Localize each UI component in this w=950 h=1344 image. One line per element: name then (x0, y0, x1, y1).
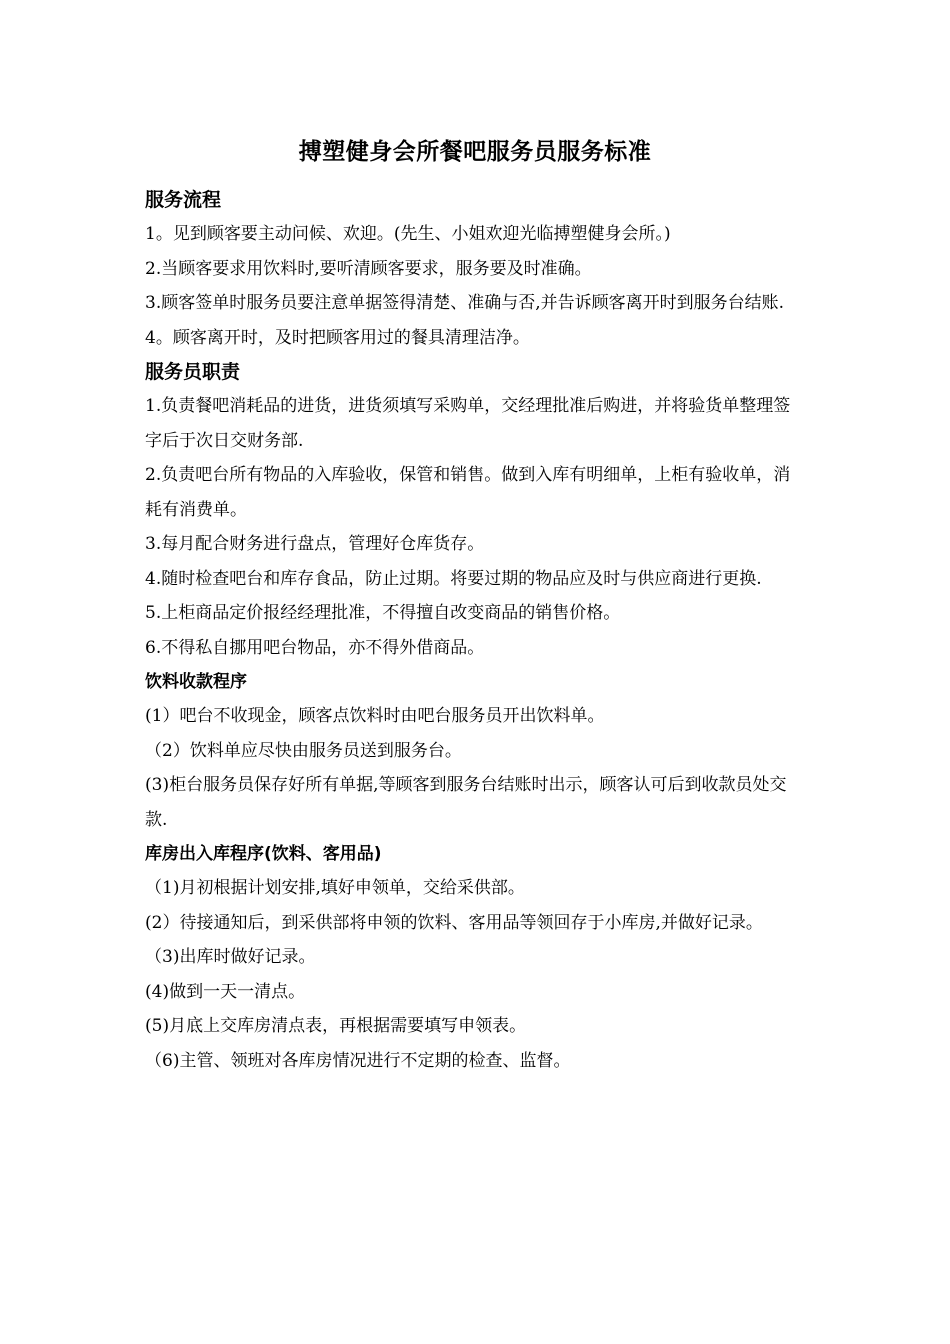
process-item: 2.当顾客要求用饮料时,要听清顾客要求，服务要及时准确。 (145, 258, 592, 279)
duty-item: 4.随时检查吧台和库存食品，防止过期。将要过期的物品应及时与供应商进行更换. (145, 568, 762, 589)
duty-item: 5.上柜商品定价报经经理批准，不得擅自改变商品的销售价格。 (145, 603, 621, 623)
payment-item: (3)柜台服务员保存好所有单据,等顾客到服务台结账时出示，顾客认可后到收款员处交款. (145, 775, 787, 830)
duty-item: 1.负责餐吧消耗品的进货，进货须填写采购单，交经理批准后购进，并将验货单整理签字后于次日交财务部. (145, 396, 791, 451)
warehouse-item: （3)出库时做好记录。 (145, 947, 316, 967)
duty-item: 2.负责吧台所有物品的入库验收，保管和销售。做到入库有明细单，上柜有验收单，消耗有消费单。 (145, 465, 791, 520)
page-title: 搏塑健身会所餐吧服务员服务标准 (298, 139, 652, 165)
duty-item: 6.不得私自挪用吧台物品，亦不得外借商品。 (145, 637, 485, 658)
process-item: 4。顾客离开时，及时把顾客用过的餐具清理洁净。 (145, 327, 530, 348)
warehouse-item: （1)月初根据计划安排,填好申领单，交给采供部。 (145, 878, 525, 898)
duty-item: 3.每月配合财务进行盘点，管理好仓库货存。 (145, 534, 485, 554)
section-heading-payment: 饮料收款程序 (145, 672, 247, 692)
section-heading-duties: 服务员职责 (145, 361, 241, 383)
payment-item: (1）吧台不收现金，顾客点饮料时由吧台服务员开出饮料单。 (145, 706, 605, 726)
section-heading-warehouse: 库房出入库程序(饮料、客用品) (145, 844, 382, 864)
warehouse-item: (5)月底上交库房清点表，再根据需要填写申领表。 (145, 1016, 527, 1036)
warehouse-item: (2）待接通知后，到采供部将申领的饮料、客用品等领回存于小库房,并做好记录。 (145, 912, 763, 933)
payment-item: （2）饮料单应尽快由服务员送到服务台。 (145, 740, 462, 761)
document-body (145, 183, 805, 1078)
section-heading-process: 服务流程 (145, 189, 222, 211)
warehouse-item: (4)做到一天一清点。 (145, 981, 306, 1002)
warehouse-item: （6)主管、领班对各库房情况进行不定期的检查、监督。 (145, 1050, 571, 1071)
process-item: 3.顾客签单时服务员要注意单据签得清楚、准确与否,并告诉顾客离开时到服务台结账. (145, 293, 785, 313)
process-item: 1。见到顾客要主动问候、欢迎。(先生、小姐欢迎光临搏塑健身会所。) (145, 224, 671, 244)
